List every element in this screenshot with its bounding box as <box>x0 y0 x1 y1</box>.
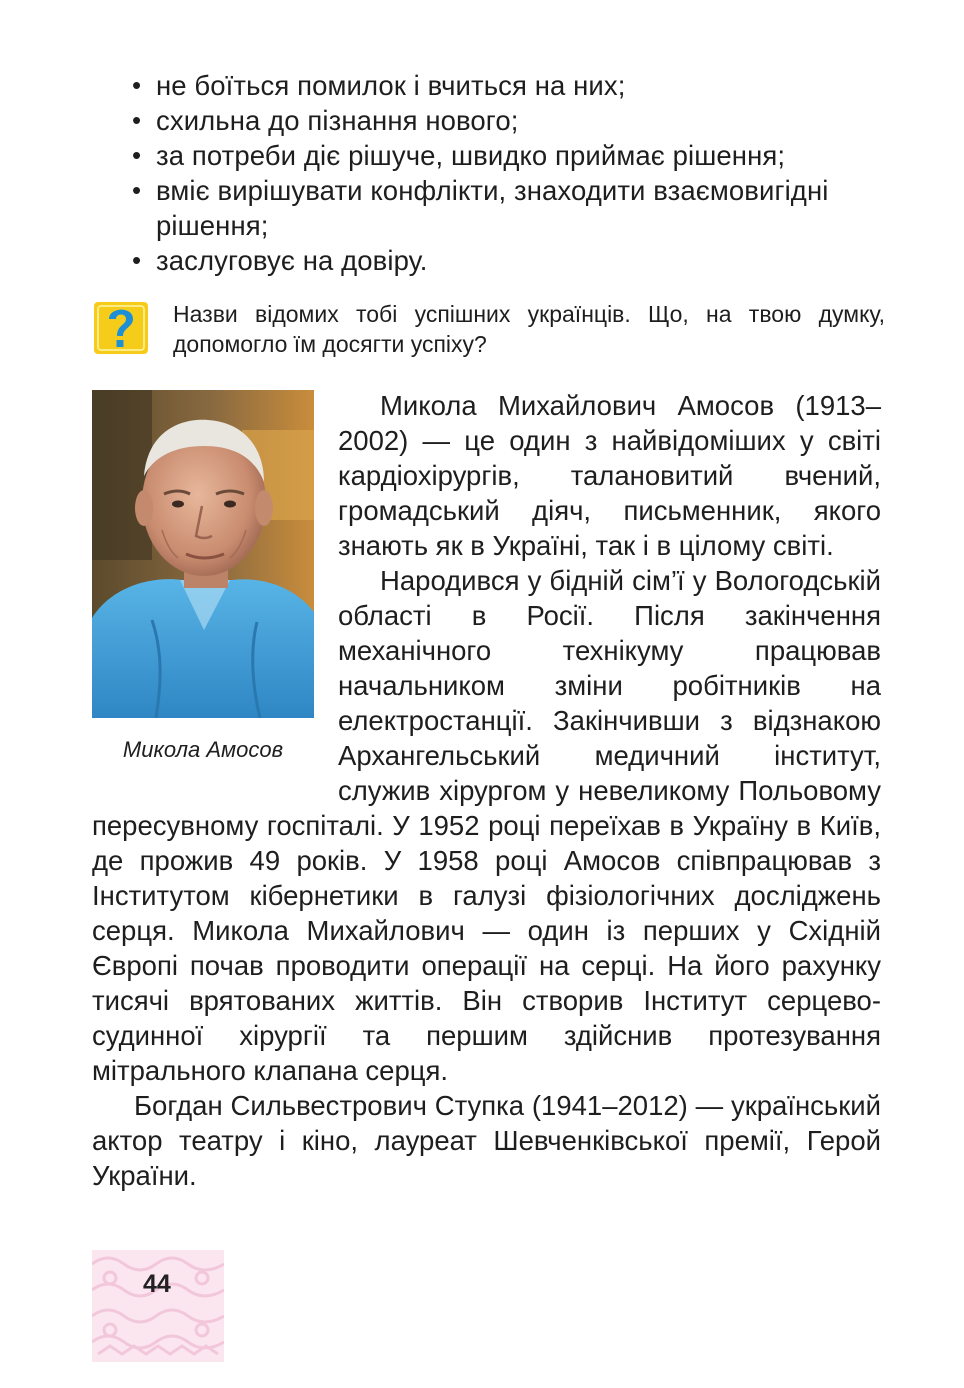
list-item: • вміє вирішувати конфлікти, знаходити взаємовигідні рішення; <box>132 173 892 243</box>
question-mark-icon <box>92 298 150 356</box>
discussion-question: Назви відомих тобі успішних українців. Що, на твою думку, допомогло їм досягти успіху? <box>173 301 885 357</box>
photo-caption: Микола Амосов <box>122 737 284 762</box>
list-item: • схильна до пізнання нового; <box>132 103 892 138</box>
list-item: • не боїться помилок і вчиться на них; <box>132 68 892 103</box>
ornament-pattern <box>92 1250 224 1362</box>
article-text <box>92 388 881 1193</box>
photo-spacer <box>92 388 338 806</box>
page-number: 44 <box>143 1270 171 1298</box>
list-item: • за потреби діє рішуче, швидко приймає рішення; <box>132 138 892 173</box>
paragraph: Народився у бідній сім’ї у Вологодській області в Росії. Після закінчення механічного технікуму працював начальником зміни робітників на електростанції. Закінчивши з відзнакою Архангельський медичний інститут, служив хірургом у невеликому Польовому пересувному госпіталі. У 1952 році переїхав в Україну в Київ, де прожив 49 років. У 1958 році Амосов співпрацював з Інститутом кібернетики в галузі фізіологічних досліджень серця. Микола Михайлович — один із перших у Східній Європі почав проводити операції на серці. На його рахунку тисячі врятованих життів. Він створив Інститут серцево-судинної хірургії та першим здійснив протезування мітрального клапана серця. <box>92 565 881 1086</box>
paragraph: Богдан Сильвестрович Ступка (1941–2012) — український актор театру і кіно, лауреат Шевченківської премії, Герой України. <box>92 1090 881 1191</box>
traits-list <box>132 68 892 278</box>
list-item: • заслуговує на довіру. <box>132 243 892 278</box>
paragraph: Микола Михайлович Амосов (1913–2002) — це один з найвідоміших у світі кардіохірургів, талановитий вчений, громадський діяч, письменник, якого знають як в Україні, так і в цілому світі. <box>338 390 881 561</box>
